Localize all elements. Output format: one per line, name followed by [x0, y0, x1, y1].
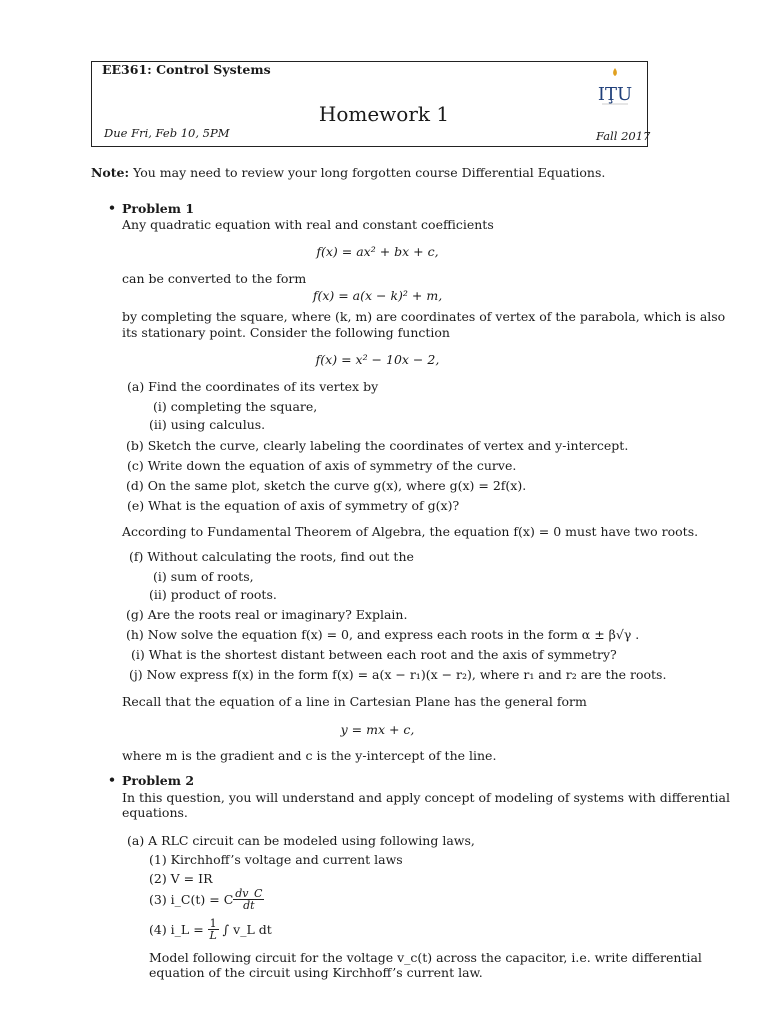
p1-intro: Any quadratic equation with real and constant coefficients [122, 217, 494, 232]
p2-intro-1: In this question, you will understand and apply concept of modeling of systems with differential [122, 790, 730, 805]
homework-title: Homework 1 [318, 102, 450, 126]
item-a: (a) Find the coordinates of its vertex by [127, 379, 379, 394]
law-4-rhs: ∫ v_L dt [222, 922, 272, 937]
due-date: Due Fri, Feb 10, 5PM [104, 126, 230, 140]
equation-4: y = mx + c, [340, 722, 415, 737]
problem-1-heading: Problem 1 [122, 201, 195, 216]
item-i: (i) What is the shortest distant between each root and the axis of symmetry? [131, 647, 617, 662]
university-logo-icon [598, 66, 632, 112]
bullet-icon: • [108, 200, 116, 215]
law-4-denominator: L [209, 929, 217, 942]
p2-item-a: (a) A RLC circuit can be modeled using following laws, [127, 833, 475, 848]
law-3 [149, 888, 264, 911]
p1-completing-1: by completing the square, where (k, m) are coordinates of vertex of the parabola, which is also [122, 309, 726, 324]
law-4-fraction [208, 918, 219, 941]
item-d: (d) On the same plot, sketch the curve g(x), where g(x) = 2f(x). [126, 478, 527, 493]
p2-intro-2: equations. [122, 805, 188, 820]
model-text-2: equation of the circuit using Kirchhoff’s current law. [149, 965, 483, 980]
law-2: (2) V = IR [149, 871, 213, 886]
item-a-i: (i) completing the square, [153, 399, 318, 414]
model-text-1: Model following circuit for the voltage v_c(t) across the capacitor, i.e. write differential [149, 950, 702, 965]
equation-1: f(x) = ax² + bx + c, [316, 244, 439, 259]
recall-text: Recall that the equation of a line in Cartesian Plane has the general form [122, 694, 587, 709]
note-line [91, 165, 605, 180]
item-a-ii: (ii) using calculus. [149, 417, 266, 432]
item-f: (f) Without calculating the roots, find out the [129, 549, 414, 564]
item-j: (j) Now express f(x) in the form f(x) = a(x − r₁)(x − r₂), where r₁ and r₂ are the roots. [129, 667, 667, 682]
law-4-lhs: (4) i_L = [149, 922, 204, 937]
bullet-icon: • [108, 772, 116, 787]
term-label: Fall 2017 [596, 129, 651, 143]
law-3-fraction [233, 888, 264, 911]
law-4-numerator: 1 [209, 917, 217, 930]
item-f-ii: (ii) product of roots. [149, 587, 277, 602]
item-c: (c) Write down the equation of axis of symmetry of the curve. [127, 458, 517, 473]
where-text: where m is the gradient and c is the y-intercept of the line. [122, 748, 497, 763]
law-3-numerator: dv_C [235, 887, 263, 900]
note-label: Note: [91, 165, 130, 180]
item-h: (h) Now solve the equation f(x) = 0, and express each roots in the form α ± β√γ . [126, 627, 640, 642]
p1-completing-2: its stationary point. Consider the following function [122, 325, 450, 340]
note-text: You may need to review your long forgotten course Differential Equations. [133, 165, 606, 180]
law-3-denominator: dt [243, 899, 255, 912]
law-1: (1) Kirchhoff’s voltage and current laws [149, 852, 403, 867]
svg-text:IŢU: IŢU [598, 84, 632, 105]
item-g: (g) Are the roots real or imaginary? Explain. [126, 607, 408, 622]
fta-text: According to Fundamental Theorem of Algebra, the equation f(x) = 0 must have two roots. [122, 524, 699, 539]
item-b: (b) Sketch the curve, clearly labeling the coordinates of vertex and y-intercept. [126, 438, 629, 453]
equation-3: f(x) = x² − 10x − 2, [315, 352, 440, 367]
problem-2-heading: Problem 2 [122, 773, 195, 788]
equation-2: f(x) = a(x − k)² + m, [312, 288, 443, 303]
item-f-i: (i) sum of roots, [153, 569, 254, 584]
course-title: EE361: Control Systems [102, 62, 271, 77]
law-4 [149, 918, 272, 941]
p1-convert: can be converted to the form [122, 271, 307, 286]
law-3-lhs: (3) i_C(t) = C [149, 892, 234, 907]
item-e: (e) What is the equation of axis of symmetry of g(x)? [127, 498, 460, 513]
